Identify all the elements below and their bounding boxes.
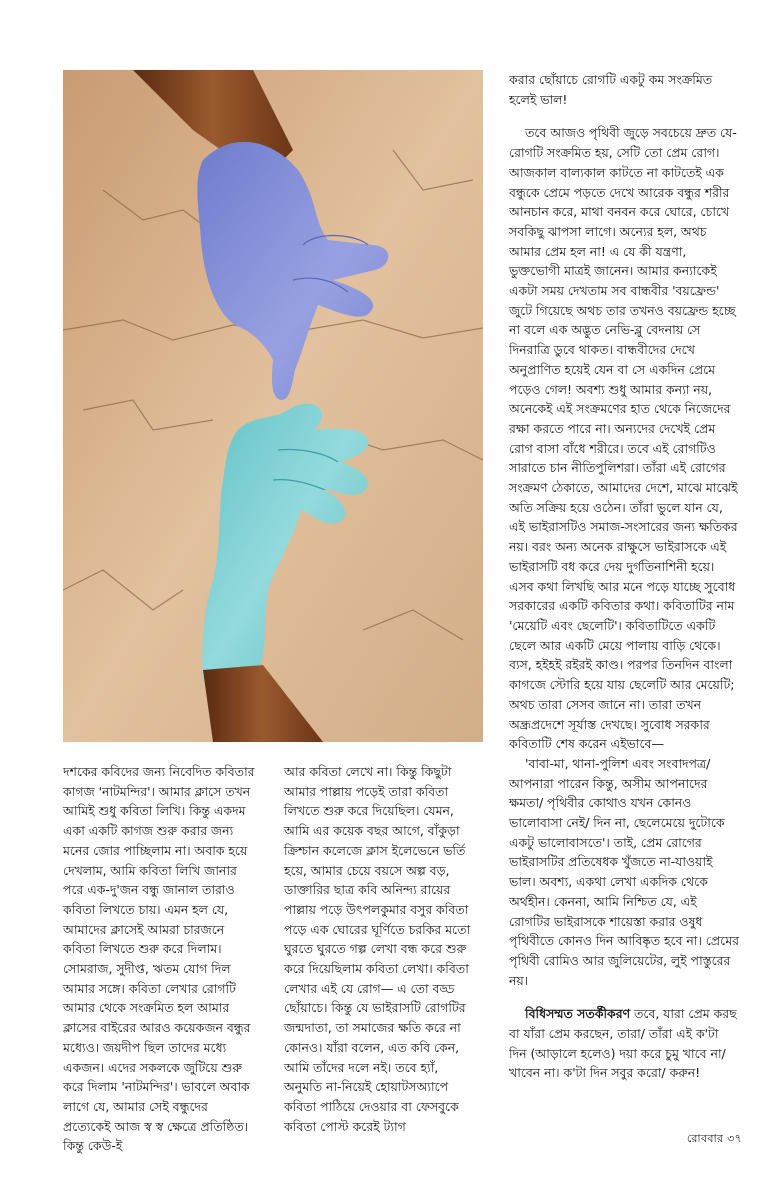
article-column-bottom-left xyxy=(63,762,259,1156)
paragraph-poetry-contagion: আর কবিতা লেখে না। কিন্তু কিছুটা আমার পাল্লায় পড়েই তারা কবিতা লিখতে শুরু করে দিয়েছিল। যেমন, আমি এর কয়েক বছর আগে, বাঁকুড়া ক্রিশ্চান কলেজে ক্লাস ইলেভেনে ভর্তি হয়ে, আমার চেয়ে বয়সে অল্প বড়, ডাক্তারির ছাত্র কবি অনিন্দ্য রায়ের পাল্লায় পড়ে উৎপলকুমার বসুর কবিতা পড়ে এক ঘোরের ঘূর্ণিতে চরকির মতো ঘুরতে ঘুরতে গল্প লেখা বন্ধ করে শুরু করে দিয়েছিলাম কবিতা লেখা। কবিতা লেখার এই যে রোগ— এ তো বড্ড ছোঁয়াচে। কিন্তু যে ভাইরাসটি রোগটির জন্মদাতা, তা সমাজের ক্ষতি করে না কোনও। যাঁরা বলেন, এত কবি কেন, আমি তাঁদের দলে নই। তবে হ্যাঁ, অনুমতি না-নিয়েই হোয়াটসঅ্যাপে কবিতা পাঠিয়ে দেওয়ার বা ফেসবুকে কবিতা পোস্ট করেই ট্যাগ xyxy=(284,764,471,1134)
paragraph-natmandir: দশকের কবিদের জন্য নিবেদিত কবিতার কাগজ 'নাটমন্দির'। আমার ক্লাসে তখন আমিই শুধু কবিতা লিখি। কিন্তু একদম একা একটি কাগজ শুরু করার জন্য মনের জোর পাচ্ছিলাম না। অবাক হয়ে দেখলাম, আমি কবিতা লিখি জানার পরে এক-দু'জন বন্ধু জানাল তারাও কবিতা লিখতে চায়। এমন হল যে, আমাদের ক্লাসেই আমরা চারজনে কবিতা লিখতে শুরু করে দিলাম। সোমরাজ, সুদীপ্ত, ঋতম যোগ দিল আমার সঙ্গে। কবিতা লেখার রোগটি আমার থেকে সংক্রমিত হল আমার ক্লাসের বাইরের আরও কয়েকজন বন্ধুর মধ্যেও। জয়দীপ ছিল তাদের মধ্যে একজন। এদের সকলকে জুটিয়ে শুরু করে দিলাম 'নাটমন্দির'। ভাবলে অবাক লাগে যে, আমার সেই বন্ধুদের প্রত্যেকেই আজ স্ব স্ব ক্ষেত্রে প্রতিষ্ঠিত। কিন্তু কেউ-ই xyxy=(63,764,255,1154)
article-column-right xyxy=(509,70,739,1083)
article-column-bottom-middle xyxy=(284,762,480,1136)
warning-lead: বিধিসম্মত সতর্কীকরণ xyxy=(525,1006,631,1022)
illustration-artwork xyxy=(63,70,483,742)
hands-in-gloves-illustration xyxy=(63,70,483,742)
paragraph-continuation: করার ছোঁয়াচে রোগটি একটু কম সংক্রমিত হলেই ভাল! xyxy=(509,72,713,107)
warning-text: তবে, যারা প্রেম করছ বা যাঁরা প্রেম করছেন, তারা/ তাঁরা এই ক'টা দিন (আড়ালে হলেও) দয়া করে চুমু খাবে না/ খাবেন না। ক'টা দিন সবুর করো/ করুন! xyxy=(509,1006,737,1081)
paragraph-love-virus: তবে আজও পৃথিবী জুড়ে সবচেয়ে দ্রুত যে-রোগটি সংক্রমিত হয়, সেটি তো প্রেম রোগ। আজকাল বাল্যকাল কাটতে না কাটতেই এক বন্ধুকে প্রেমে পড়তে দেখে আরেক বন্ধুর শরীর আনচান করে, মাথা বনবন করে ঘোরে, চোখে সবকিছু ঝাপসা লাগে। অন্যের হল, অথচ আমার প্রেম হল না! এ যে কী যন্ত্রণা, ভুক্তভোগী মাত্রই জানেন। আমার কন্যাকেই একটা সময় দেখতাম সব বান্ধবীর 'বয়ফ্রেন্ড' জুটে গিয়েছে অথচ তার তখনও বয়ফ্রেন্ড হচ্ছে না বলে এক অদ্ভুত নেভি-ব্লু বেদনায় সে দিনরাত্রি ডুবে থাকত। বান্ধবীদের দেখে অনুপ্রাণিত হয়েই যেন বা সে একদিন প্রেমে পড়েও গেল! অবশ্য শুধু আমার কন্যা নয়, অনেকেই এই সংক্রমণের হাত থেকে নিজেদের রক্ষা করতে পারে না। অন্যদের দেখেই প্রেম রোগ বাসা বাঁধে শরীরে। তবে এই রোগটিও সারাতে চান নীতিপুলিশরা। তাঁরা এই রোগের সংক্রমণ ঠেকাতে, আমাদের দেশে, মাঝে মাঝেই অতি সক্রিয় হয়ে ওঠেন। তাঁরা ভুলে যান যে, এই ভাইরাসটিও সমাজ-সংসারের জন্য ক্ষতিকর নয়। বরং অন্য অনেক রাক্ষুসে ভাইরাসকে এই ভাইরাসটি বধ করে দেয় দুর্গতিনাশিনী হয়ে। এসব কথা লিখছি আর মনে পড়ে যাচ্ছে সুবোধ সরকারের একটি কবিতার কথা। কবিতাটির নাম 'মেয়েটি এবং ছেলেটি'। কবিতাটিতে একটি ছেলে আর একটি মেয়ে পালায় বাড়ি থেকে। ব্যস, হইহই রইরই কাণ্ড। পরপর তিনদিন বাংলা কাগজে স্টোরি হয়ে যায় ছেলেটি আর মেয়েটি; অথচ তারা সেসব জানে না। তারা তখন অন্ধ্রপ্রদেশে সূর্যাস্ত দেখছে। সুবোধ সরকার কবিতাটি শেষ করেন এইভাবে— xyxy=(509,125,738,752)
paragraph-warning xyxy=(509,1004,739,1083)
page-footer: রোববার ৩৭ xyxy=(686,1132,742,1145)
paragraph-poem-quote: 'বাবা-মা, থানা-পুলিশ এবং সংবাদপত্র/ আপনারা পারেন কিন্তু, অসীম আপনাদের ক্ষমতা/ পৃথিবীর কোথাও যখন কোনও ভালোবাসা নেই/ দিন না, ছেলেমেয়ে দুটোকে একটু ভালোবাসতে'। তাই, প্রেম রোগের ভাইরাসটির প্রতিষেধক খুঁজতে না-যাওয়াই ভাল। অবশ্য, একথা লেখা একদিক থেকে অর্থহীন। কেননা, আমি নিশ্চিত যে, এই রোগটির ভাইরাসকে শায়েস্তা করার ওষুধ পৃথিবীতে কোনও দিন আবিষ্কৃত হবে না। প্রেমের পৃথিবী রোমিও আর জুলিয়েটের, লুই পাস্তুরের নয়। xyxy=(509,755,739,988)
